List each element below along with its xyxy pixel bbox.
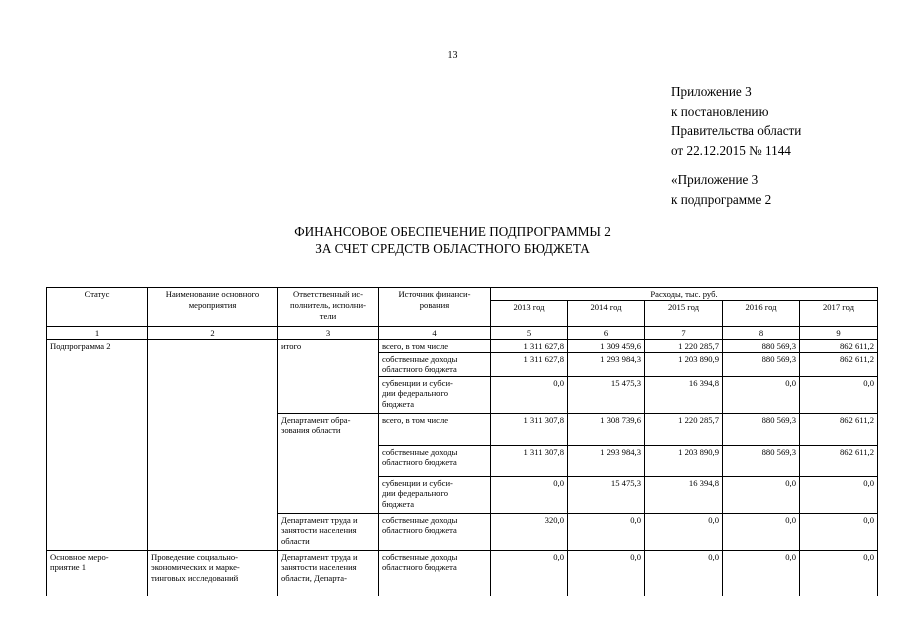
value-cell: 1 311 307,8	[491, 413, 568, 445]
value-cell: 0,0	[800, 376, 878, 413]
value-cell: 0,0	[568, 550, 645, 596]
value-cell: 0,0	[800, 550, 878, 596]
value-cell: 1 203 890,9	[645, 352, 723, 376]
value-cell: 0,0	[723, 476, 800, 513]
source-cell	[379, 352, 491, 376]
responsible-text: Департамент обра-	[281, 414, 351, 425]
column-numbers-row	[47, 326, 878, 339]
responsible-text: Департамент труда и	[281, 551, 358, 562]
value-cell: 1 293 984,3	[568, 352, 645, 376]
value-cell: 0,0	[645, 550, 723, 596]
header-responsible	[278, 288, 379, 327]
source-text: областного бюджета	[382, 457, 457, 468]
source-text: субвенции и субси-	[382, 377, 453, 388]
event-text: тинговых исследований	[151, 573, 239, 584]
value-cell: 0,0	[800, 476, 878, 513]
header-year: 2016 год	[723, 300, 800, 326]
value-cell: 1 203 890,9	[645, 445, 723, 476]
source-text: собственные доходы	[382, 551, 458, 562]
source-text: областного бюджета	[382, 562, 457, 573]
source-cell	[379, 550, 491, 596]
header-year: 2017 год	[800, 300, 878, 326]
status-cell: Подпрограмма 2	[47, 339, 148, 550]
value-cell: 0,0	[723, 550, 800, 596]
event-cell	[148, 550, 278, 596]
col-number: 9	[800, 326, 878, 339]
value-cell: 1 220 285,7	[645, 413, 723, 445]
event-text: экономических и марке-	[151, 562, 240, 573]
status-cell	[47, 550, 148, 596]
value-cell: 1 308 739,6	[568, 413, 645, 445]
responsible-text: занятости населения	[281, 525, 357, 536]
source-text: бюджета	[382, 399, 415, 410]
value-cell: 862 611,2	[800, 445, 878, 476]
value-cell: 16 394,8	[645, 476, 723, 513]
value-cell: 1 311 307,8	[491, 445, 568, 476]
responsible-cell: итого	[278, 339, 379, 413]
header-year: 2013 год	[491, 300, 568, 326]
annex-line: от 22.12.2015 № 1144	[671, 142, 791, 158]
status-text: Основное меро-	[50, 551, 109, 562]
source-text: дии федерального	[382, 388, 449, 399]
col-number: 8	[723, 326, 800, 339]
col-number: 2	[148, 326, 278, 339]
value-cell: 0,0	[568, 513, 645, 550]
value-cell: 0,0	[723, 513, 800, 550]
value-cell: 0,0	[723, 376, 800, 413]
document-title	[0, 223, 905, 257]
value-cell: 1 309 459,6	[568, 339, 645, 352]
value-cell: 880 569,3	[723, 445, 800, 476]
value-cell: 1 220 285,7	[645, 339, 723, 352]
value-cell: 862 611,2	[800, 339, 878, 352]
header-status: Статус	[47, 288, 148, 327]
source-text: собственные доходы	[382, 446, 458, 457]
value-cell: 1 311 627,8	[491, 339, 568, 352]
source-text: собственные доходы	[382, 514, 458, 525]
value-cell: 15 475,3	[568, 376, 645, 413]
value-cell: 880 569,3	[723, 413, 800, 445]
header-row	[47, 288, 878, 301]
value-cell: 0,0	[491, 476, 568, 513]
value-cell: 880 569,3	[723, 339, 800, 352]
col-number: 5	[491, 326, 568, 339]
header-text: Наименование основного	[165, 289, 260, 299]
responsible-cell	[278, 550, 379, 596]
header-source	[379, 288, 491, 327]
source-cell	[379, 513, 491, 550]
value-cell: 1 293 984,3	[568, 445, 645, 476]
annex-sub-line: к подпрограмме 2	[671, 191, 772, 207]
table-row	[47, 550, 878, 596]
annex-line: Приложение 3	[671, 84, 752, 99]
annex-line: Правительства области	[671, 123, 802, 138]
header-text: рования	[419, 299, 450, 310]
value-cell: 880 569,3	[723, 352, 800, 376]
value-cell: 0,0	[491, 376, 568, 413]
responsible-cell	[278, 513, 379, 550]
event-text: Проведение социально-	[151, 551, 239, 562]
responsible-text: области, Департа-	[281, 573, 347, 584]
value-cell: 0,0	[491, 550, 568, 596]
header-expenses: Расходы, тыс. руб.	[491, 288, 878, 301]
source-text: субвенции и субси-	[382, 477, 453, 488]
header-text: Ответственный ис-	[292, 289, 364, 299]
responsible-cell	[278, 413, 379, 513]
value-cell: 862 611,2	[800, 352, 878, 376]
source-text: областного бюджета	[382, 364, 457, 375]
value-cell: 1 311 627,8	[491, 352, 568, 376]
responsible-text: занятости населения	[281, 562, 357, 573]
col-number: 1	[47, 326, 148, 339]
table-row	[47, 339, 878, 352]
value-cell: 0,0	[800, 513, 878, 550]
source-text: собственные доходы	[382, 353, 458, 364]
annex-subprogram	[671, 170, 771, 209]
source-cell	[379, 445, 491, 476]
annex-line: к постановлению	[671, 103, 769, 119]
source-cell	[379, 476, 491, 513]
annex-header	[671, 82, 801, 160]
event-cell	[148, 339, 278, 550]
status-text: приятие 1	[50, 562, 87, 573]
source-cell	[379, 376, 491, 413]
col-number: 7	[645, 326, 723, 339]
header-text: мероприятия	[188, 299, 237, 310]
responsible-text: зования области	[281, 425, 341, 436]
title-line: ЗА СЧЕТ СРЕДСТВ ОБЛАСТНОГО БЮДЖЕТА	[315, 241, 590, 256]
col-number: 4	[379, 326, 491, 339]
responsible-text: Департамент труда и	[281, 514, 358, 525]
title-line: ФИНАНСОВОЕ ОБЕСПЕЧЕНИЕ ПОДПРОГРАММЫ 2	[294, 224, 611, 239]
responsible-text: области	[281, 536, 310, 547]
header-text: полнитель, исполни-	[290, 299, 366, 310]
value-cell: 320,0	[491, 513, 568, 550]
source-cell: всего, в том числе	[379, 339, 491, 352]
finance-table	[46, 287, 878, 596]
annex-sub-line: «Приложение 3	[671, 172, 759, 187]
value-cell: 16 394,8	[645, 376, 723, 413]
source-text: бюджета	[382, 499, 415, 510]
header-year: 2014 год	[568, 300, 645, 326]
source-text: дии федерального	[382, 488, 449, 499]
header-year: 2015 год	[645, 300, 723, 326]
source-text: областного бюджета	[382, 525, 457, 536]
header-text: Источник финанси-	[398, 289, 471, 299]
header-event-name	[148, 288, 278, 327]
value-cell: 0,0	[645, 513, 723, 550]
header-text: тели	[319, 310, 337, 321]
value-cell: 15 475,3	[568, 476, 645, 513]
col-number: 6	[568, 326, 645, 339]
value-cell: 862 611,2	[800, 413, 878, 445]
page-number: 13	[447, 50, 458, 61]
source-cell: всего, в том числе	[379, 413, 491, 445]
col-number: 3	[278, 326, 379, 339]
